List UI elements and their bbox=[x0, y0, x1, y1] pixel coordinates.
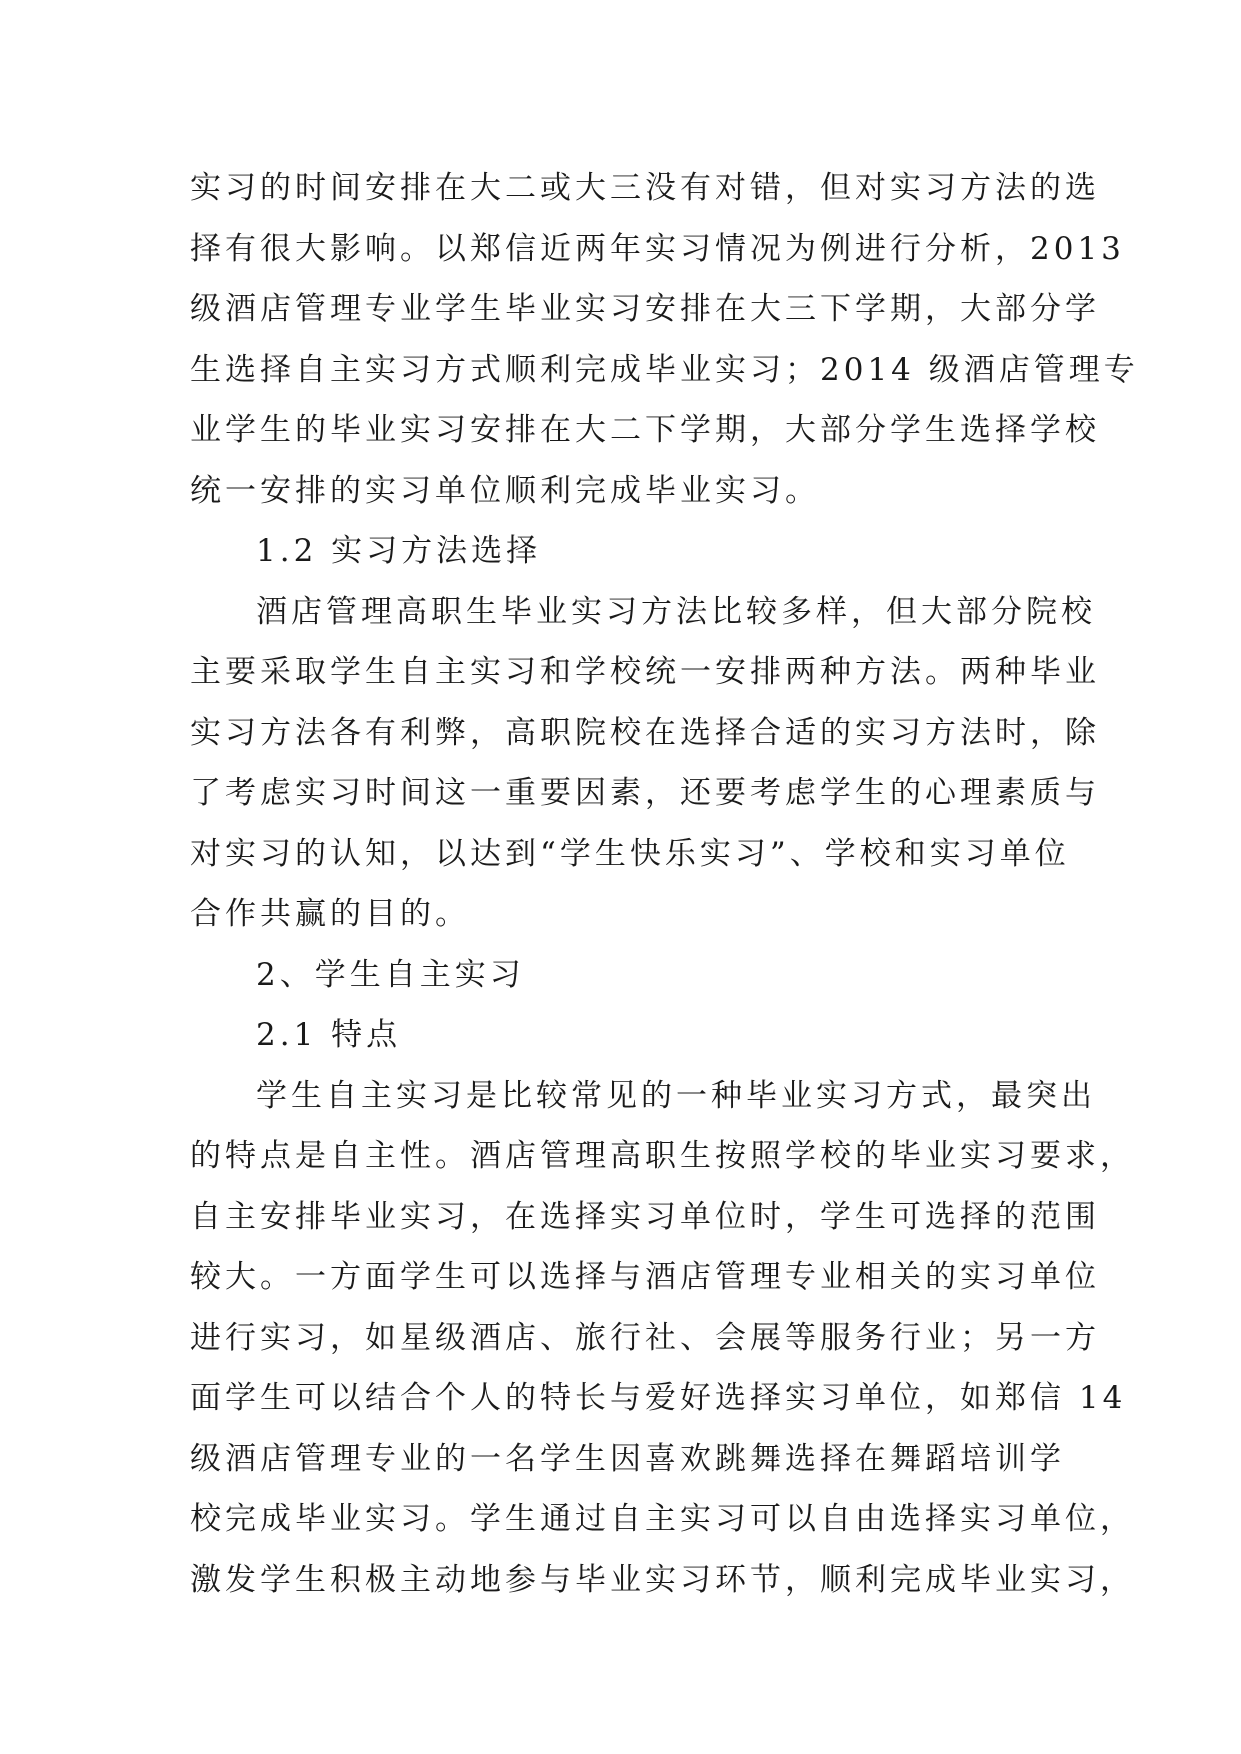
text-line: 进行实习，如星级酒店、旅行社、会展等服务行业；另一方 bbox=[190, 1319, 1100, 1356]
text-line: 对实习的认知，以达到“学生快乐实习”、学校和实习单位 bbox=[190, 835, 1070, 872]
section-heading: 1.2 实习方法选择 bbox=[256, 533, 542, 569]
text-line: 激发学生积极主动地参与毕业实习环节，顺利完成毕业实习， bbox=[190, 1561, 1135, 1598]
paragraph bbox=[190, 582, 1100, 945]
document-page bbox=[190, 158, 1139, 1610]
text-line: 实习的时间安排在大二或大三没有对错，但对实习方法的选 bbox=[190, 170, 1100, 206]
text-line: 酒店管理高职生毕业实习方法比较多样，但大部分院校 bbox=[256, 593, 1096, 630]
text-line: 较大。一方面学生可以选择与酒店管理专业相关的实习单位 bbox=[190, 1259, 1100, 1295]
section-heading: 2、学生自主实习 bbox=[256, 956, 525, 993]
text-line: 实习方法各有利弊，高职院校在选择合适的实习方法时，除 bbox=[190, 714, 1100, 751]
text-line: 的特点是自主性。酒店管理高职生按照学校的毕业实习要求， bbox=[190, 1138, 1135, 1174]
text-line: 择有很大影响。以郑信近两年实习情况为例进行分析，2013 bbox=[190, 230, 1125, 267]
paragraph bbox=[190, 1066, 1135, 1611]
text-line: 面学生可以结合个人的特长与爱好选择实习单位，如郑信 14 bbox=[190, 1380, 1127, 1416]
subsection-heading: 2.1 特点 bbox=[256, 1017, 402, 1053]
paragraph bbox=[190, 158, 1139, 521]
text-line: 统一安排的实习单位顺利完成毕业实习。 bbox=[190, 472, 820, 509]
text-line: 了考虑实习时间这一重要因素，还要考虑学生的心理素质与 bbox=[190, 775, 1100, 811]
text-line: 级酒店管理专业学生毕业实习安排在大三下学期，大部分学 bbox=[190, 291, 1100, 327]
text-line: 自主安排毕业实习，在选择实习单位时，学生可选择的范围 bbox=[190, 1198, 1100, 1235]
text-line: 级酒店管理专业的一名学生因喜欢跳舞选择在舞蹈培训学 bbox=[190, 1440, 1065, 1477]
text-line: 校完成毕业实习。学生通过自主实习可以自由选择实习单位， bbox=[190, 1501, 1135, 1537]
text-line: 生选择自主实习方式顺利完成毕业实习；2014 级酒店管理专 bbox=[190, 351, 1139, 388]
text-line: 业学生的毕业实习安排在大二下学期，大部分学生选择学校 bbox=[190, 412, 1100, 448]
text-line: 主要采取学生自主实习和学校统一安排两种方法。两种毕业 bbox=[190, 654, 1100, 690]
text-line: 学生自主实习是比较常见的一种毕业实习方式，最突出 bbox=[256, 1077, 1096, 1114]
text-line: 合作共赢的目的。 bbox=[190, 896, 470, 932]
